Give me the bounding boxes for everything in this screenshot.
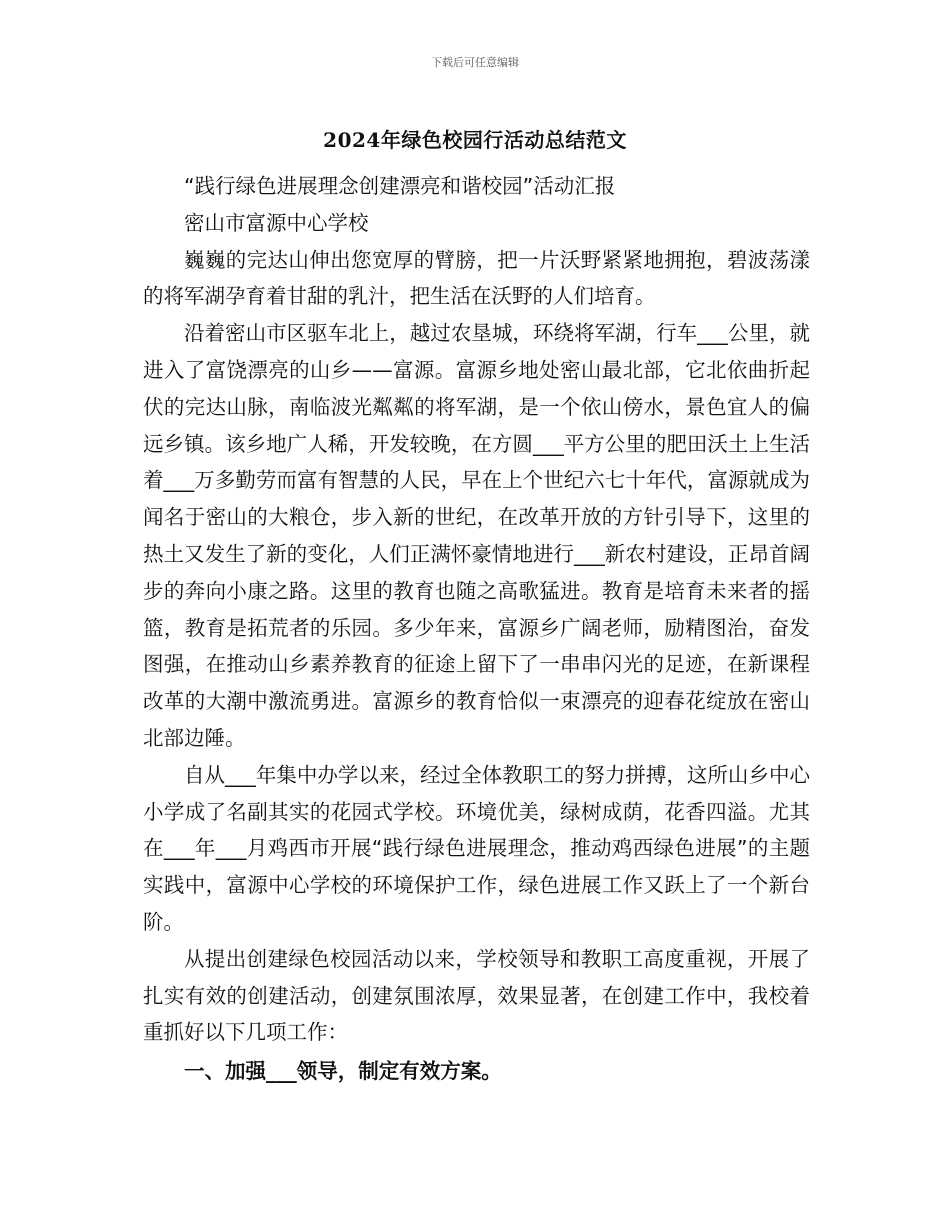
school-name: 密山市富源中心学校 [184, 210, 369, 235]
paragraph-1: 巍巍的完达山伸出您宽厚的臂膀，把一片沃野紧紧地拥抱，碧波荡漾的将军湖孕育着甘甜的乳汁，把生活在沃野的人们培育。 [143, 247, 810, 309]
paragraph-4: 从提出创建绿色校园活动以来，学校领导和教职工高度重视，开展了扎实有效的创建活动，创建氛围浓厚，效果显著，在创建工作中，我校着重抓好以下几项工作： [143, 946, 810, 1045]
paragraph-3: 自从___年集中办学以来，经过全体教职工的努力拼搏，这所山乡中心小学成了名副其实的花园式学校。环境优美，绿树成荫，花香四溢。尤其在___年___月鸡西市开展“践行绿色进展理念，推动鸡西绿色进展”的主题实践中，富源中心学校的环境保护工作，绿色进展工作又跃上了一个新台阶。 [143, 762, 810, 934]
document-subtitle: “践行绿色进展理念创建漂亮和谐校园”活动汇报 [184, 174, 616, 198]
document-title: 2024年绿色校园行活动总结范文 [323, 128, 627, 152]
document-body [143, 168, 810, 1090]
section-heading: 一、加强___领导，制定有效方案。 [184, 1059, 502, 1084]
paragraph-2: 沿着密山市区驱车北上，越过农垦城，环绕将军湖，行车___公里，就进入了富饶漂亮的山乡——富源。富源乡地处密山最北部，它北依曲折起伏的完达山脉，南临波光粼粼的将军湖，是一个依山傍水，景色宜人的偏远乡镇。该乡地广人稀，开发较晚，在方圆___平方公里的肥田沃土上生活着___万多勤劳而富有智慧的人民，早在上个世纪六七十年代，富源就成为闻名于密山的大粮仓，步入新的世纪，在改革开放的方针引导下，这里的热土又发生了新的变化，人们正满怀豪情地进行___新农村建设，正昂首阔步的奔向小康之路。这里的教育也随之高歌猛进。教育是培育未来者的摇篮，教育是拓荒者的乐园。多少年来，富源乡广阔老师，励精图治，奋发图强，在推动山乡素养教育的征途上留下了一串串闪光的足迹，在新课程改革的大潮中激流勇进。富源乡的教育恰似一束漂亮的迎春花绽放在密山北部边陲。 [143, 321, 810, 750]
header-note: 下载后可任意编辑 [431, 56, 519, 69]
